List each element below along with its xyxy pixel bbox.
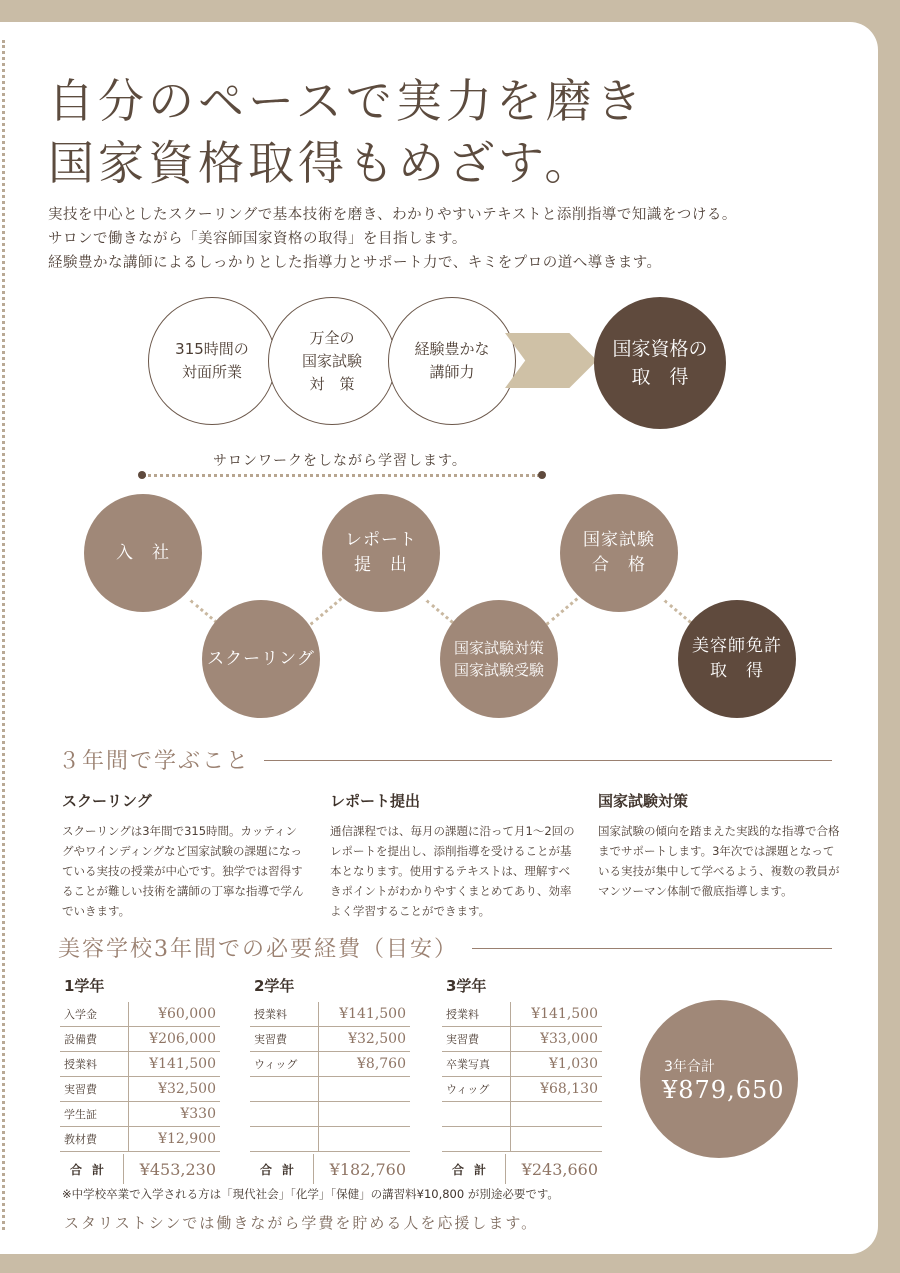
fee-row — [250, 1077, 410, 1102]
fee-amount: ¥68,130 — [540, 1081, 598, 1097]
fee-total-label: 合計 — [442, 1154, 506, 1184]
fee-table-year-3 — [442, 975, 602, 1184]
fee-total-label: 合計 — [250, 1154, 314, 1184]
feature-label: 経験豊かな 講師力 — [414, 340, 490, 381]
fee-row — [250, 1027, 410, 1052]
step-join — [84, 494, 202, 612]
fee-item: ウィッグ — [442, 1077, 511, 1101]
fee-row — [442, 1102, 602, 1127]
fee-total-label: 合計 — [60, 1154, 124, 1184]
fee-row — [60, 1027, 220, 1052]
fee-table-year-2 — [250, 975, 410, 1184]
grand-total-label: 3年合計 — [664, 1059, 715, 1075]
fee-amount: ¥141,500 — [339, 1006, 406, 1022]
fee-item: 授業料 — [442, 1002, 511, 1026]
fee-row — [60, 1002, 220, 1027]
fee-row — [442, 1002, 602, 1027]
fee-item: 設備費 — [60, 1027, 129, 1051]
fee-total-row — [442, 1154, 602, 1184]
fee-amount: ¥141,500 — [531, 1006, 598, 1022]
fee-item: 実習費 — [442, 1027, 511, 1051]
fee-row — [442, 1077, 602, 1102]
year-label: 1学年 — [64, 977, 105, 995]
column-heading: 国家試験対策 — [598, 792, 689, 810]
fee-item: 実習費 — [250, 1027, 319, 1051]
salon-dotted-line — [143, 474, 540, 477]
fee-item: 入学金 — [60, 1002, 129, 1026]
fee-item — [250, 1127, 319, 1151]
fee-row — [60, 1127, 220, 1152]
cost-section-title: 美容学校3年間での必要経費（目安） — [58, 932, 472, 963]
intro-text — [48, 203, 858, 275]
fee-row — [442, 1127, 602, 1152]
fee-row — [60, 1052, 220, 1077]
learn-column-schooling — [62, 790, 307, 921]
intro-line-2: サロンで働きながら「美容師国家資格の取得」を目指します。 — [48, 231, 467, 247]
fee-total-amount: ¥243,660 — [521, 1159, 598, 1179]
feature-label: 315時間の 対面所業 — [175, 340, 249, 381]
goal-circle — [594, 297, 726, 429]
fee-item — [250, 1102, 319, 1126]
fee-row — [60, 1077, 220, 1102]
fee-item: ウィッグ — [250, 1052, 319, 1076]
feature-label: 万全の 国家試験 対 策 — [301, 328, 362, 393]
step-report — [322, 494, 440, 612]
fee-row — [250, 1102, 410, 1127]
fee-row — [60, 1102, 220, 1127]
headline-line-2: 国家資格取得もめざす。 — [48, 136, 595, 190]
footnote: ※中学校卒業で入学される方は「現代社会」「化学」「保健」の講習料¥10,800 が別途必要です。 — [62, 1187, 559, 1201]
fee-item: 教材費 — [60, 1127, 129, 1151]
step-label: 美容師免許 取 得 — [692, 636, 782, 681]
feature-circle-instructors — [388, 297, 516, 425]
fee-item — [442, 1102, 511, 1126]
fee-row — [250, 1052, 410, 1077]
step-label: 入 社 — [116, 542, 170, 563]
fee-item — [442, 1127, 511, 1151]
learn-section-title: ３年間で学ぶこと — [58, 744, 264, 775]
intro-line-1: 実技を中心としたスクーリングで基本技術を磨き、わかりやすいテキストと添削指導で知識をつける。 — [48, 207, 737, 223]
fee-amount: ¥32,500 — [158, 1081, 216, 1097]
column-body: 通信課程では、毎月の課題に沿って月1〜2回のレポートを提出し、添削指導を受けることが基本となります。使用するテキストは、理解すべきポイントがわかりやすくまとめてあり、効率よく学習することができます。 — [330, 824, 575, 918]
fee-row — [250, 1127, 410, 1152]
fee-item — [250, 1077, 319, 1101]
learn-column-exam — [598, 790, 843, 901]
step-exam — [440, 600, 558, 718]
step-label: 国家試験対策 国家試験受験 — [453, 639, 544, 679]
fee-amount: ¥1,030 — [549, 1056, 598, 1072]
step-pass — [560, 494, 678, 612]
year-label: 2学年 — [254, 977, 295, 995]
step-label: レポート 提 出 — [345, 530, 417, 575]
fee-amount: ¥330 — [180, 1106, 216, 1122]
fee-row — [442, 1052, 602, 1077]
fee-amount: ¥12,900 — [158, 1131, 216, 1147]
fee-amount: ¥33,000 — [540, 1031, 598, 1047]
column-heading: レポート提出 — [330, 792, 421, 810]
intro-line-3: 経験豊かな講師によるしっかりとした指導力とサポート力で、キミをプロの道へ導きます。 — [48, 255, 662, 271]
step-license — [678, 600, 796, 718]
fee-item: 授業料 — [250, 1002, 319, 1026]
column-body: 国家試験の傾向を踏まえた実践的な指導で合格までサポートします。3年次では課題となっている実技が集中して学べるよう、複数の教員がマンツーマン体制で徹底指導します。 — [598, 824, 840, 898]
fee-item: 学生証 — [60, 1102, 129, 1126]
salon-work-label: サロンワークをしながら学習します。 — [213, 453, 467, 469]
fee-total-row — [250, 1154, 410, 1184]
step-label: スクーリング — [207, 648, 315, 669]
dotted-border — [2, 40, 5, 1230]
fee-amount: ¥141,500 — [149, 1056, 216, 1072]
fee-amount: ¥8,760 — [357, 1056, 406, 1072]
fee-item: 卒業写真 — [442, 1052, 511, 1076]
fee-row — [250, 1002, 410, 1027]
headline-line-1: 自分のペースで実力を磨き — [48, 74, 646, 128]
fee-item: 実習費 — [60, 1077, 129, 1101]
step-schooling — [202, 600, 320, 718]
column-heading: スクーリング — [62, 792, 152, 810]
fee-total-amount: ¥182,760 — [329, 1159, 406, 1179]
headline — [48, 70, 646, 194]
fee-total-row — [60, 1154, 220, 1184]
grand-total-amount: ¥879,650 — [662, 1076, 785, 1104]
line-end-dot — [138, 471, 146, 479]
step-label: 国家試験 合 格 — [583, 530, 655, 575]
fee-total-amount: ¥453,230 — [139, 1159, 216, 1179]
line-end-dot — [538, 471, 546, 479]
footer-message: スタリストシンでは働きながら学費を貯める人を応援します。 — [64, 1214, 539, 1232]
fee-row — [442, 1027, 602, 1052]
column-body: スクーリングは3年間で315時間。カッティングやワインディングなど国家試験の課題になっている実技の授業が中心です。独学では習得することが難しい技術を講師の丁寧な指導で学んでいきます。 — [62, 824, 304, 918]
goal-label: 国家資格の 取 得 — [612, 338, 708, 388]
feature-circle-exam-prep — [268, 297, 396, 425]
fee-amount: ¥60,000 — [158, 1006, 216, 1022]
learn-column-report — [330, 790, 575, 921]
fee-item: 授業料 — [60, 1052, 129, 1076]
fee-amount: ¥206,000 — [149, 1031, 216, 1047]
fee-amount: ¥32,500 — [348, 1031, 406, 1047]
fee-table-year-1 — [60, 975, 220, 1184]
year-label: 3学年 — [446, 977, 487, 995]
feature-circle-hours — [148, 297, 276, 425]
grand-total-circle — [640, 1000, 798, 1158]
